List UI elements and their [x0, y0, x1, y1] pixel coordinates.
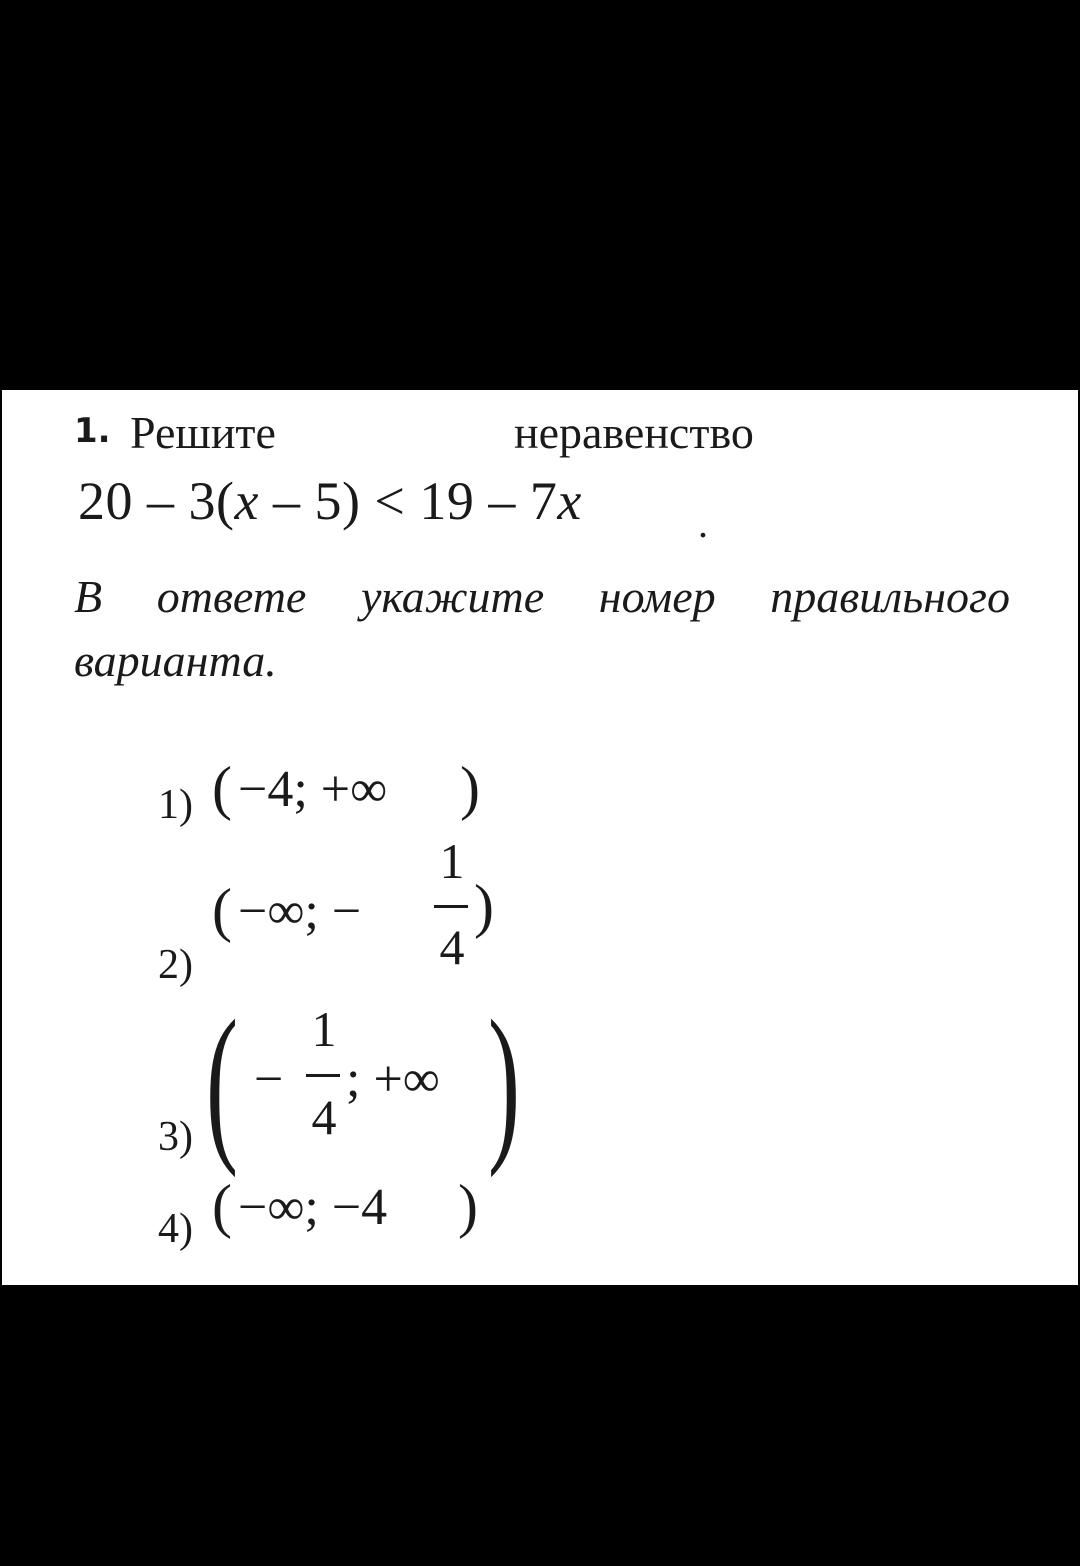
instruction-line-1: [74, 571, 1010, 622]
option-open-paren: (: [212, 755, 232, 821]
option-open-paren: (: [212, 1173, 232, 1239]
instruction-word: укажите: [360, 571, 545, 622]
fraction-bar: [434, 905, 468, 908]
task-word-solve: Решите: [130, 407, 276, 458]
option-close-paren-large: ): [488, 984, 521, 1178]
fraction-bar: [306, 1074, 340, 1077]
option-close-paren: ): [460, 755, 480, 821]
task-number: 1.: [74, 411, 111, 451]
fraction-numerator: 1: [439, 833, 465, 889]
option-close-paren: ): [474, 873, 494, 939]
formula-period: .: [698, 501, 708, 546]
option-label: 4): [158, 1206, 193, 1252]
instruction-word: В: [74, 571, 103, 622]
option-minus: −: [254, 1051, 284, 1108]
option-interval: −4; +∞: [238, 761, 388, 818]
instruction-line-2: варианта.: [74, 635, 277, 686]
option-open-paren-large: (: [206, 984, 239, 1178]
option-label: 2): [158, 942, 193, 988]
fraction-denominator: 4: [311, 1089, 337, 1145]
task-sheet: [2, 390, 1078, 1285]
option-interval: −∞; −: [238, 883, 362, 940]
option-interval-rest: ; +∞: [346, 1051, 440, 1108]
fraction-numerator: 1: [311, 1001, 337, 1057]
fraction-denominator: 4: [439, 919, 465, 975]
instruction-word: ответе: [156, 571, 307, 622]
option-label: 1): [158, 782, 193, 828]
option-close-paren: ): [458, 1173, 478, 1239]
instruction-word: номер: [598, 571, 716, 622]
task-word-inequality: неравенство: [514, 407, 754, 458]
option-interval: −∞; −4: [238, 1179, 388, 1236]
inequality-formula: 20 – 3(x – 5) < 19 – 7x: [78, 471, 582, 531]
instruction-word: правильного: [770, 571, 1010, 622]
option-label: 3): [158, 1114, 193, 1160]
option-open-paren: (: [212, 877, 232, 943]
